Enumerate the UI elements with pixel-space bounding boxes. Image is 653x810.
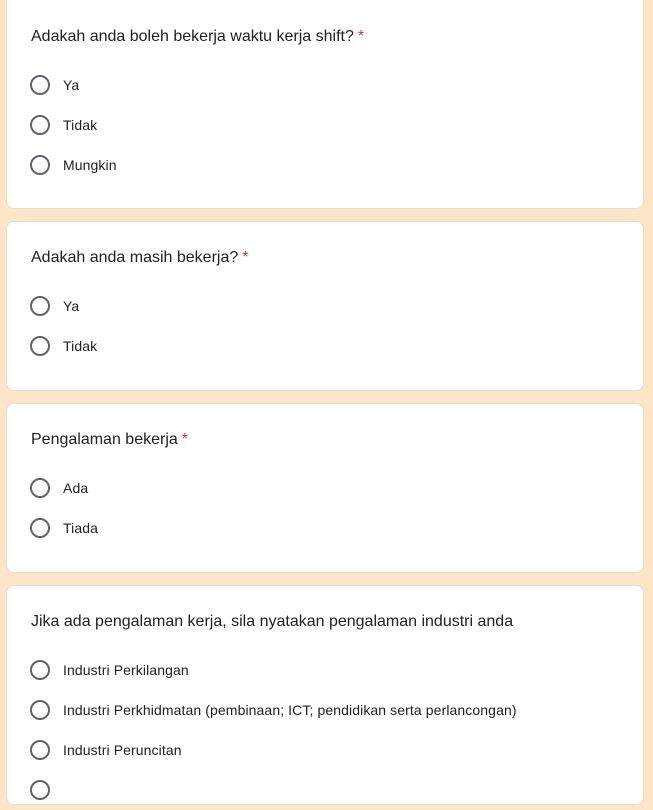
radio-option-mungkin[interactable] — [30, 145, 117, 185]
radio-label: Ya — [63, 77, 80, 93]
radio-button[interactable] — [30, 155, 50, 175]
radio-option-perkhidmatan[interactable] — [30, 690, 517, 730]
radio-group-experience — [30, 468, 98, 548]
radio-label: Ada — [63, 480, 89, 496]
radio-button[interactable] — [30, 740, 50, 760]
radio-option-partial[interactable] — [30, 770, 517, 810]
radio-group-shift — [30, 65, 117, 185]
radio-option-ada[interactable] — [30, 468, 98, 508]
radio-option-perkilangan[interactable] — [30, 650, 517, 690]
radio-button[interactable] — [30, 518, 50, 538]
radio-label: Industri Peruncitan — [63, 742, 182, 758]
radio-button[interactable] — [30, 478, 50, 498]
radio-label: Tidak — [63, 117, 98, 133]
question-text: Pengalaman bekerja — [31, 431, 178, 448]
radio-option-tidak[interactable] — [30, 326, 97, 366]
question-card-still-working — [6, 221, 644, 391]
question-text: Adakah anda boleh bekerja waktu kerja shift? — [31, 28, 354, 45]
question-card-shift — [6, 0, 644, 209]
required-asterisk: * — [242, 249, 249, 266]
radio-button[interactable] — [30, 75, 50, 95]
radio-option-ya[interactable] — [30, 286, 97, 326]
radio-label: Ya — [63, 298, 80, 314]
question-title — [31, 612, 513, 632]
radio-option-tiada[interactable] — [30, 508, 98, 548]
radio-label: Industri Perkilangan — [63, 662, 189, 678]
radio-button[interactable] — [30, 780, 50, 800]
radio-button[interactable] — [30, 115, 50, 135]
question-title — [31, 248, 248, 268]
required-asterisk: * — [357, 28, 365, 45]
radio-option-ya[interactable] — [30, 65, 117, 105]
question-card-experience — [6, 403, 644, 573]
question-title — [31, 27, 364, 47]
radio-label: Tiada — [63, 520, 99, 536]
radio-label: Mungkin — [63, 157, 117, 173]
radio-label: Tidak — [63, 338, 98, 354]
radio-option-peruncitan[interactable] — [30, 730, 517, 770]
question-text: Jika ada pengalaman kerja, sila nyatakan pengalaman industri anda — [31, 613, 514, 630]
radio-label: Industri Perkhidmatan (pembinaan; ICT; pendidikan serta perlancongan) — [63, 702, 517, 718]
radio-group-industry — [30, 650, 517, 810]
radio-option-tidak[interactable] — [30, 105, 117, 145]
question-card-industry — [6, 585, 644, 805]
question-title — [31, 430, 188, 450]
radio-button[interactable] — [30, 296, 50, 316]
question-text: Adakah anda masih bekerja? — [31, 249, 239, 266]
radio-button[interactable] — [30, 660, 50, 680]
required-asterisk: * — [181, 431, 188, 448]
radio-button[interactable] — [30, 700, 50, 720]
radio-group-still-working — [30, 286, 97, 366]
radio-button[interactable] — [30, 336, 50, 356]
